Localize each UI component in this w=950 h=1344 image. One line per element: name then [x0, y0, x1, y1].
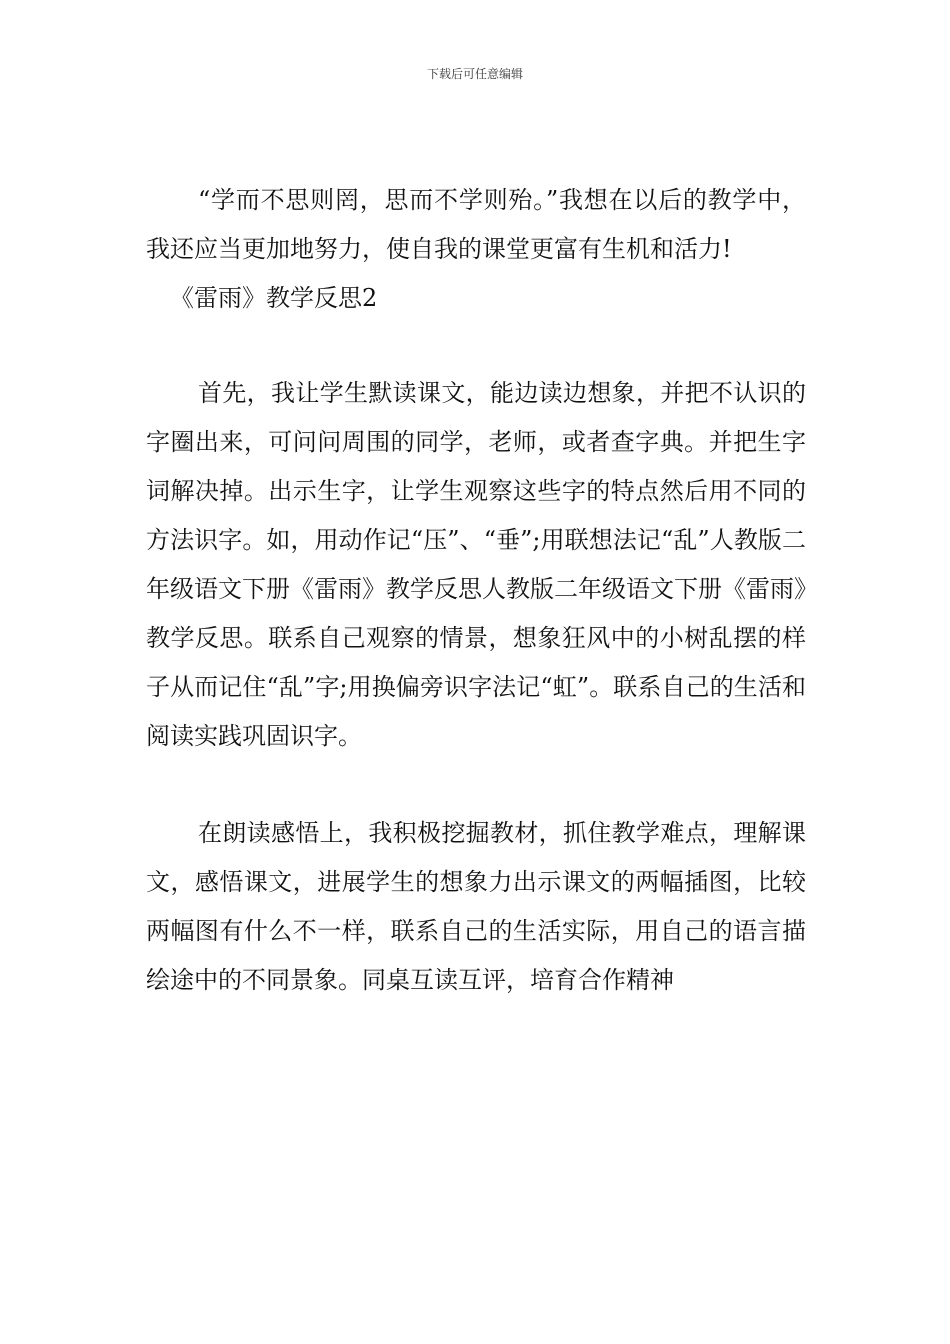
document-body	[146, 176, 806, 1005]
header-note: 下载后可任意编辑	[426, 67, 523, 81]
paragraph-literacy-method: 首先，我让学生默读课文，能边读边想象，并把不认识的字圈出来，可问问周围的同学，老师，或者查字典。并把生字词解决掉。出示生字，让学生观察这些字的特点然后用不同的方法识字。如，用动作记“压”、“垂”;用联想法记“乱”人教版二年级语文下册《雷雨》教学反思人教版二年级语文下册《雷雨》教学反思。联系自己观察的情景，想象狂风中的小树乱摆的样子从而记住“乱”字;用换偏旁识字法记“虹”。联系自己的生活和阅读实践巩固识字。	[146, 379, 806, 750]
paragraph-quote-reflection: “学而不思则罔，思而不学则殆。”我想在以后的教学中，我还应当更加地努力，使自我的课堂更富有生机和活力!	[146, 186, 806, 263]
paragraph-reading-comprehension: 在朗读感悟上，我积极挖掘教材，抓住教学难点，理解课文，感悟课文，进展学生的想象力出示课文的两幅插图，比较两幅图有什么不一样，联系自己的生活实际，用自己的语言描绘途中的不同景象。同桌互读互评，培育合作精神	[146, 819, 806, 994]
section-heading: 《雷雨》教学反思2	[170, 284, 378, 312]
